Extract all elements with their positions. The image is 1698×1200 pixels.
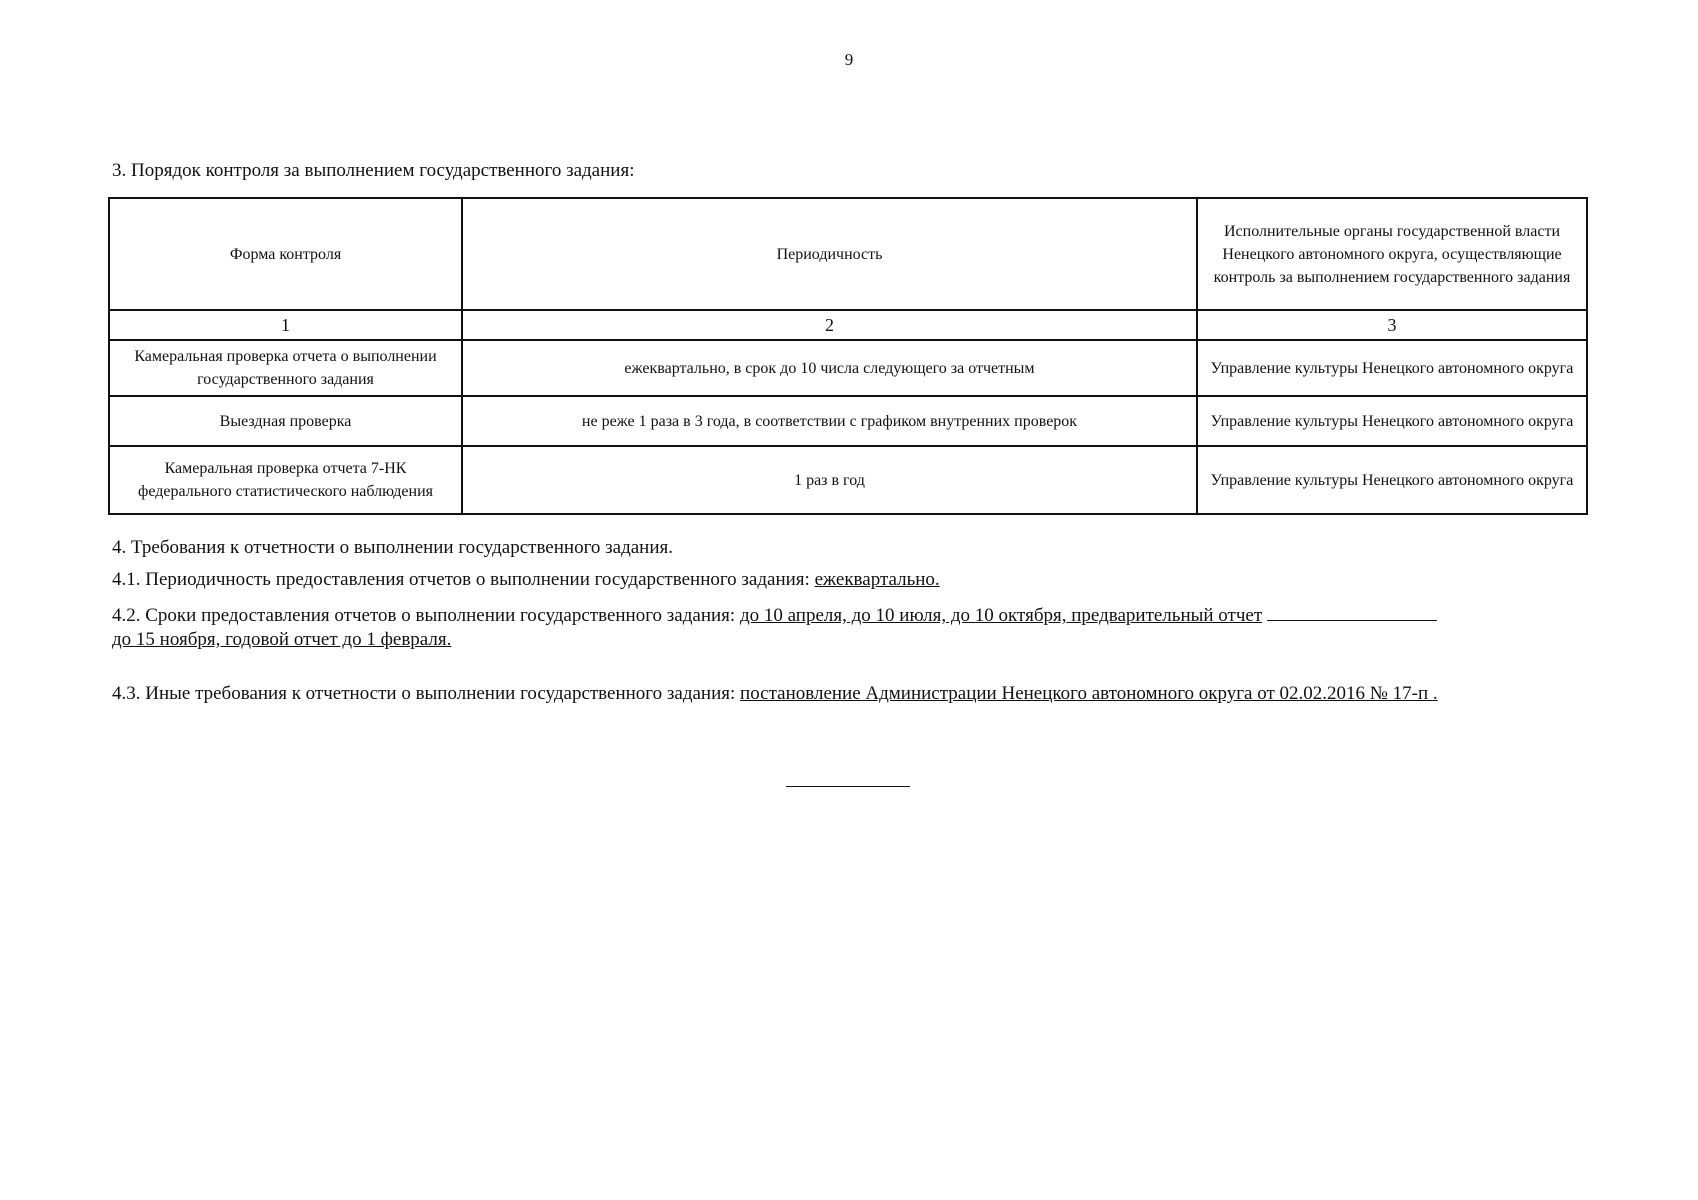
paragraph-4-2-label: 4.2. Сроки предоставления отчетов о выполнении государственного задания: [112, 605, 736, 626]
table-cell: Управление культуры Ненецкого автономного округа [1197, 396, 1587, 446]
paragraph-4-2 [112, 602, 1437, 628]
table-cell: Камеральная проверка отчета 7-НК федерального статистического наблюдения [109, 446, 462, 514]
paragraph-4-1-value: ежеквартально. [814, 569, 940, 590]
table-cell: не реже 1 раза в 3 года, в соответствии с графиком внутренних проверок [462, 396, 1197, 446]
column-number: 1 [109, 310, 462, 340]
header-executive-bodies: Исполнительные органы государственной власти Ненецкого автономного округа, осуществляющие контроль за выполнением государственного задания [1197, 198, 1587, 310]
column-number: 3 [1197, 310, 1587, 340]
page-number: 9 [844, 50, 854, 69]
table-row [109, 446, 1587, 514]
section-3-title: 3. Порядок контроля за выполнением государственного задания: [112, 160, 635, 181]
paragraph-4-2-value-line1: до 10 апреля, до 10 июля, до 10 октября, предварительный отчет [739, 605, 1263, 626]
header-control-form: Форма контроля [109, 198, 462, 310]
table-cell: Выездная проверка [109, 396, 462, 446]
paragraph-4-3-value: постановление Администрации Ненецкого автономного округа от 02.02.2016 № 17-п . [740, 683, 1438, 704]
table-header-row [109, 198, 1587, 310]
paragraph-4-1-label: 4.1. Периодичность предоставления отчетов о выполнении государственного задания: [112, 569, 810, 590]
paragraph-4-3-label: 4.3. Иные требования к отчетности о выполнении государственного задания: [112, 683, 736, 704]
end-of-document-line [786, 786, 910, 787]
paragraph-4-2-value-line2: до 15 ноября, годовой отчет до 1 февраля. [112, 629, 452, 650]
table-cell: ежеквартально, в срок до 10 числа следующего за отчетным [462, 340, 1197, 396]
table-cell: Управление культуры Ненецкого автономного округа [1197, 446, 1587, 514]
table-cell: Управление культуры Ненецкого автономного округа [1197, 340, 1587, 396]
table-cell: 1 раз в год [462, 446, 1197, 514]
section-4-title: 4. Требования к отчетности о выполнении государственного задания. [112, 537, 674, 558]
paragraph-4-2-continued [112, 627, 451, 652]
paragraph-4-3 [112, 681, 1438, 706]
blank-fill-line [1267, 602, 1437, 621]
header-periodicity: Периодичность [462, 198, 1197, 310]
table-cell: Камеральная проверка отчета о выполнении государственного задания [109, 340, 462, 396]
paragraph-4-1 [112, 567, 940, 592]
column-number: 2 [462, 310, 1197, 340]
table-row [109, 340, 1587, 396]
control-table [108, 197, 1588, 515]
table-column-numbers-row [109, 310, 1587, 340]
table-row [109, 396, 1587, 446]
